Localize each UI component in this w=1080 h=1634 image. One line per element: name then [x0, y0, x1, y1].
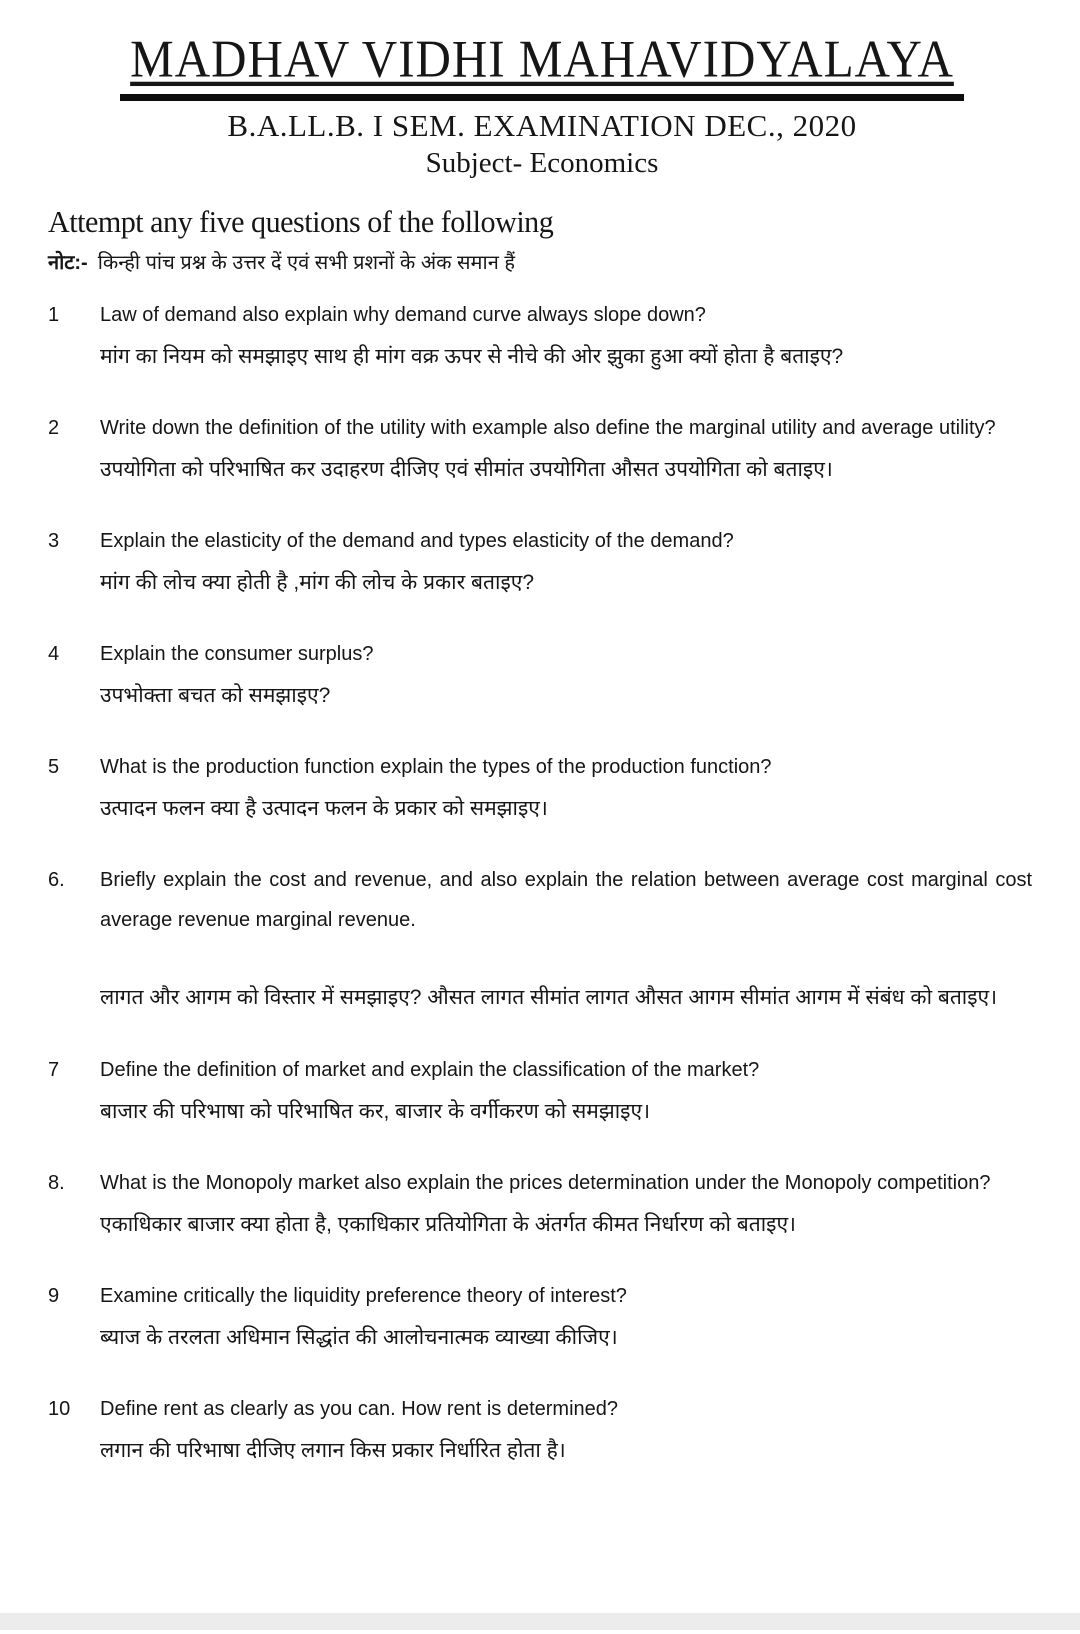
- subject-title: Subject- Economics: [425, 147, 659, 179]
- question-text-english: Briefly explain the cost and revenue, and also explain the relation between average cost marginal cost average revenue marginal revenue.: [100, 869, 1032, 932]
- question-text-hindi: एकाधिकार बाजार क्या होता है, एकाधिकार प्रतियोगिता के अंतर्गत कीमत निर्धारण को बताइए।: [100, 1212, 797, 1236]
- question-text-hindi: उपयोगिता को परिभाषित कर उदाहरण दीजिए एवं सीमांत उपयोगिता औसत उपयोगिता को बताइए।: [100, 458, 833, 482]
- question-text-english: What is the Monopoly market also explain the prices determination under the Monopoly competition?: [100, 1171, 991, 1194]
- question-text-hindi: उपभोक्ता बचत को समझाइए?: [100, 684, 331, 708]
- question-number: 5: [48, 756, 60, 779]
- question-number: 4: [48, 643, 60, 666]
- question-body: [100, 860, 1036, 1020]
- question-row: [48, 295, 1036, 379]
- question-body: [100, 747, 1036, 831]
- question-text-english: Explain the consumer surplus?: [100, 643, 374, 666]
- question-text-english: Define rent as clearly as you can. How rent is determined?: [100, 1397, 619, 1420]
- question-text-english: Write down the definition of the utility with example also define the marginal utility and average utility?: [100, 417, 996, 440]
- question-number: 2: [48, 417, 60, 440]
- question-text-hindi: बाजार की परिभाषा को परिभाषित कर, बाजार के वर्गीकरण को समझाइए।: [100, 1099, 651, 1123]
- question-text-hindi: मांग का नियम को समझाइए साथ ही मांग वक्र ऊपर से नीचे की ओर झुका हुआ क्यों होता है बताइए?: [100, 345, 844, 368]
- question-text-hindi: लागत और आगम को विस्तार में समझाइए? औसत लागत सीमांत लागत औसत आगम सीमांत आगम में संबंध को बताइए।: [100, 986, 998, 1010]
- question-text-english: Law of demand also explain why demand curve always slope down?: [100, 304, 706, 326]
- college-title: MADHAV VIDHI MAHAVIDYALAYA: [130, 28, 954, 89]
- note-line: [48, 248, 1036, 275]
- question-list: [48, 295, 1036, 1473]
- question-number: 9: [48, 1284, 60, 1307]
- question-number: 6.: [48, 869, 65, 892]
- question-body: [100, 634, 1036, 718]
- paper-header: [48, 26, 1036, 180]
- question-body: [100, 1050, 1036, 1134]
- question-row: [48, 1050, 1036, 1134]
- question-row: [48, 860, 1036, 1020]
- question-text-english: Examine critically the liquidity preference theory of interest?: [100, 1284, 627, 1307]
- question-number: 10: [48, 1397, 71, 1420]
- question-row: [48, 1276, 1036, 1360]
- question-row: [48, 634, 1036, 718]
- question-number: 1: [48, 304, 60, 326]
- question-number: 7: [48, 1058, 60, 1081]
- question-body: [100, 521, 1036, 605]
- question-body: [100, 1389, 1036, 1473]
- question-text-hindi: उत्पादन फलन क्या है उत्पादन फलन के प्रकार को समझाइए।: [100, 797, 548, 821]
- question-number: 8.: [48, 1171, 65, 1194]
- question-body: [100, 1163, 1036, 1247]
- question-number: 3: [48, 530, 60, 553]
- note-text: किन्ही पांच प्रश्न के उत्तर दें एवं सभी प्रशनों के अंक समान हैं: [97, 252, 515, 274]
- question-text-english: Define the definition of market and explain the classification of the market?: [100, 1058, 760, 1081]
- footer-strip: [0, 1613, 1080, 1630]
- exam-title: B.A.LL.B. I SEM. EXAMINATION DEC., 2020: [227, 108, 857, 143]
- question-text-hindi: मांग की लोच क्या होती है ,मांग की लोच के प्रकार बताइए?: [100, 571, 535, 595]
- question-text-hindi: ब्याज के तरलता अधिमान सिद्धांत की आलोचनात्मक व्याख्या कीजिए।: [100, 1325, 618, 1349]
- question-row: [48, 521, 1036, 605]
- college-title-underline: [120, 30, 964, 101]
- question-text-hindi: लगान की परिभाषा दीजिए लगान किस प्रकार निर्धारित होता है।: [100, 1438, 566, 1462]
- note-label: नोट:-: [48, 252, 88, 274]
- question-body: [100, 408, 1036, 492]
- question-row: [48, 747, 1036, 831]
- question-row: [48, 1389, 1036, 1473]
- question-row: [48, 408, 1036, 492]
- question-text-english: What is the production function explain the types of the production function?: [100, 756, 772, 779]
- question-text-english: Explain the elasticity of the demand and types elasticity of the demand?: [100, 530, 734, 553]
- question-row: [48, 1163, 1036, 1247]
- question-body: [100, 1276, 1036, 1360]
- attempt-instruction: Attempt any five questions of the following: [48, 204, 554, 239]
- question-body: [100, 295, 1036, 379]
